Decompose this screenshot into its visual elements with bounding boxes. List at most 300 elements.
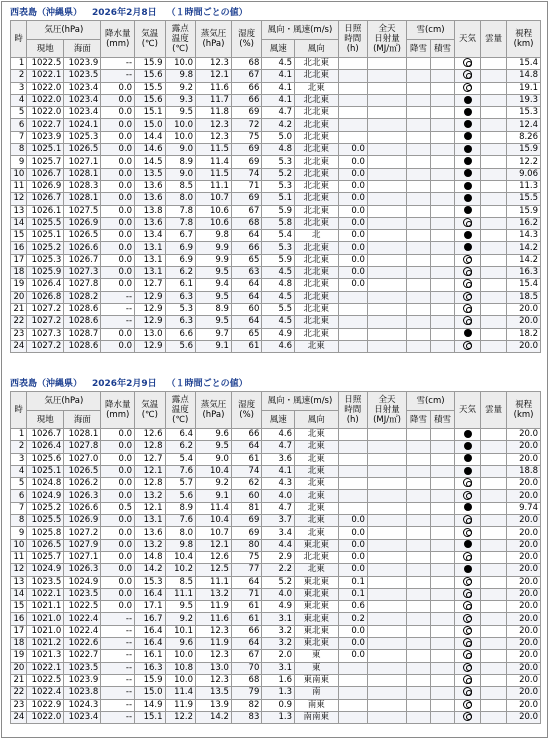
header-wind-speed: 風速 xyxy=(262,40,295,58)
cell-visibility: 20.0 xyxy=(507,303,541,315)
cell-snowdepth xyxy=(431,82,455,94)
table-row xyxy=(11,94,541,106)
cell-snowfall xyxy=(407,564,431,576)
cell-humidity: 64 xyxy=(231,441,261,453)
header-snowdepth: 積雪 xyxy=(431,411,455,429)
cell-snowdepth xyxy=(431,564,455,576)
cell-precip: 0.0 xyxy=(101,180,135,192)
clear-sky-symbol-icon xyxy=(463,292,472,301)
cell-vapor: 13.5 xyxy=(196,687,232,699)
cell-pressure-local: 1026.4 xyxy=(27,441,64,453)
cell-sunshine: 0.0 xyxy=(338,564,367,576)
cell-hour: 13 xyxy=(11,205,27,217)
cell-visibility: 20.0 xyxy=(507,662,541,674)
cell-vapor: 11.7 xyxy=(196,94,232,106)
cell-dewpoint: 8.5 xyxy=(165,576,195,588)
table-row xyxy=(11,217,541,229)
cell-temp: 13.6 xyxy=(135,180,165,192)
cell-cloud xyxy=(481,490,507,502)
cell-cloud xyxy=(481,94,507,106)
cell-pressure-sea: 1022.6 xyxy=(64,638,101,650)
header-hour: 時 xyxy=(11,21,27,58)
cell-temp: 12.7 xyxy=(135,453,165,465)
cell-hour: 9 xyxy=(11,527,27,539)
cell-pressure-sea: 1028.6 xyxy=(64,316,101,328)
cell-visibility: 14.8 xyxy=(507,70,541,82)
rain-symbol-icon xyxy=(464,231,472,239)
cell-snowfall xyxy=(407,94,431,106)
cell-pressure-sea: 1027.8 xyxy=(64,441,101,453)
cell-precip: 0.0 xyxy=(101,242,135,254)
cell-hour: 6 xyxy=(11,490,27,502)
cell-wind-dir: 北北東 xyxy=(295,107,339,119)
cell-pressure-local: 1026.1 xyxy=(27,205,64,217)
cell-wind-dir: 東 xyxy=(295,662,339,674)
section-title xyxy=(10,378,541,391)
cell-precip: 0.0 xyxy=(101,254,135,266)
cell-sunshine xyxy=(338,291,367,303)
cell-wind-dir: 北東 xyxy=(295,429,339,441)
cell-vapor: 11.8 xyxy=(196,107,232,119)
cell-hour: 23 xyxy=(11,699,27,711)
cell-weather xyxy=(454,699,480,711)
cell-snowfall xyxy=(407,58,431,70)
cell-vapor: 12.3 xyxy=(196,625,232,637)
clear-sky-symbol-icon xyxy=(463,316,472,325)
cell-cloud xyxy=(481,465,507,477)
cell-radiation xyxy=(367,478,406,490)
header-wind-dir: 風向 xyxy=(295,40,339,58)
cell-snowfall xyxy=(407,638,431,650)
cell-vapor: 8.9 xyxy=(196,303,232,315)
cell-vapor: 11.4 xyxy=(196,502,232,514)
cell-vapor: 12.3 xyxy=(196,131,232,143)
cell-pressure-sea: 1022.4 xyxy=(64,625,101,637)
cell-visibility: 20.0 xyxy=(507,564,541,576)
cell-pressure-local: 1025.5 xyxy=(27,217,64,229)
cell-vapor: 11.9 xyxy=(196,601,232,613)
cell-humidity: 60 xyxy=(231,303,261,315)
cell-hour: 2 xyxy=(11,70,27,82)
cell-precip: 0.0 xyxy=(101,539,135,551)
cell-visibility: 15.9 xyxy=(507,205,541,217)
cell-weather xyxy=(454,156,480,168)
cell-precip: -- xyxy=(101,316,135,328)
table-row xyxy=(11,291,541,303)
cell-dewpoint: 6.3 xyxy=(165,316,195,328)
cell-weather xyxy=(454,107,480,119)
cell-pressure-local: 1022.4 xyxy=(27,687,64,699)
cell-snowdepth xyxy=(431,254,455,266)
cell-vapor: 13.2 xyxy=(196,588,232,600)
cell-vapor: 10.6 xyxy=(196,205,232,217)
cell-humidity: 63 xyxy=(231,267,261,279)
cell-radiation xyxy=(367,699,406,711)
cell-humidity: 71 xyxy=(231,588,261,600)
cell-temp: 16.4 xyxy=(135,588,165,600)
cell-precip: -- xyxy=(101,699,135,711)
cell-snowdepth xyxy=(431,131,455,143)
cell-pressure-local: 1025.1 xyxy=(27,465,64,477)
cell-weather xyxy=(454,478,480,490)
cell-temp: 12.9 xyxy=(135,303,165,315)
cell-pressure-local: 1025.3 xyxy=(27,254,64,266)
cell-dewpoint: 8.9 xyxy=(165,502,195,514)
cell-pressure-local: 1025.2 xyxy=(27,502,64,514)
cell-snowdepth xyxy=(431,340,455,352)
cell-weather xyxy=(454,490,480,502)
cell-snowdepth xyxy=(431,70,455,82)
cell-sunshine: 0.0 xyxy=(338,539,367,551)
cell-wind-speed: 5.2 xyxy=(262,168,295,180)
cell-humidity: 77 xyxy=(231,564,261,576)
cell-humidity: 61 xyxy=(231,613,261,625)
cell-vapor: 10.7 xyxy=(196,193,232,205)
cell-snowdepth xyxy=(431,539,455,551)
rain-symbol-icon xyxy=(464,120,472,128)
cell-wind-dir: 北東 xyxy=(295,490,339,502)
cell-wind-speed: 3.4 xyxy=(262,527,295,539)
cell-pressure-sea: 1026.9 xyxy=(64,515,101,527)
cell-humidity: 67 xyxy=(231,205,261,217)
cell-wind-speed: 4.0 xyxy=(262,588,295,600)
cell-pressure-local: 1025.6 xyxy=(27,453,64,465)
cell-temp: 16.4 xyxy=(135,625,165,637)
cell-pressure-sea: 1023.5 xyxy=(64,662,101,674)
cell-snowfall xyxy=(407,70,431,82)
cell-dewpoint: 6.7 xyxy=(165,230,195,242)
cell-snowfall xyxy=(407,650,431,662)
table-row xyxy=(11,465,541,477)
cell-visibility: 20.0 xyxy=(507,453,541,465)
cell-pressure-local: 1026.7 xyxy=(27,168,64,180)
cell-sunshine: 0.0 xyxy=(338,168,367,180)
cell-vapor: 11.1 xyxy=(196,180,232,192)
cell-wind-speed: 5.3 xyxy=(262,242,295,254)
cell-pressure-local: 1025.2 xyxy=(27,242,64,254)
cell-snowfall xyxy=(407,465,431,477)
cell-vapor: 9.1 xyxy=(196,490,232,502)
cell-humidity: 68 xyxy=(231,58,261,70)
cell-wind-dir: 南南東 xyxy=(295,711,339,723)
cell-wind-dir: 北東 xyxy=(295,441,339,453)
cell-snowfall xyxy=(407,180,431,192)
cell-snowdepth xyxy=(431,478,455,490)
cell-pressure-sea: 1027.3 xyxy=(64,267,101,279)
cell-snowdepth xyxy=(431,613,455,625)
cell-radiation xyxy=(367,107,406,119)
section-title-note: （１時間ごとの値） xyxy=(166,379,248,389)
cell-visibility: 15.9 xyxy=(507,144,541,156)
cell-hour: 1 xyxy=(11,58,27,70)
cell-dewpoint: 10.1 xyxy=(165,625,195,637)
cell-visibility: 12.4 xyxy=(507,119,541,131)
cell-wind-speed: 1.3 xyxy=(262,711,295,723)
cell-snowfall xyxy=(407,131,431,143)
cell-pressure-sea: 1026.5 xyxy=(64,230,101,242)
clear-sky-symbol-icon xyxy=(463,638,472,647)
header-pressure: 気圧(hPa) xyxy=(27,392,101,411)
cell-visibility: 12.2 xyxy=(507,156,541,168)
header-wind: 風向・風速(m/s) xyxy=(262,21,338,40)
cell-weather xyxy=(454,230,480,242)
cell-cloud xyxy=(481,502,507,514)
cell-hour: 11 xyxy=(11,180,27,192)
cell-wind-speed: 2.9 xyxy=(262,551,295,563)
cell-cloud xyxy=(481,650,507,662)
cell-sunshine xyxy=(338,94,367,106)
cell-hour: 3 xyxy=(11,453,27,465)
cell-temp: 13.2 xyxy=(135,539,165,551)
cell-hour: 8 xyxy=(11,144,27,156)
cell-hour: 5 xyxy=(11,478,27,490)
cell-dewpoint: 5.7 xyxy=(165,478,195,490)
cell-vapor: 12.5 xyxy=(196,564,232,576)
cell-vapor: 9.5 xyxy=(196,441,232,453)
cell-precip: 0.0 xyxy=(101,267,135,279)
cell-humidity: 69 xyxy=(231,193,261,205)
cell-cloud xyxy=(481,180,507,192)
cell-weather xyxy=(454,205,480,217)
cell-pressure-local: 1022.0 xyxy=(27,82,64,94)
cell-wind-speed: 4.1 xyxy=(262,70,295,82)
table-row xyxy=(11,674,541,686)
clear-sky-symbol-icon xyxy=(463,83,472,92)
cell-weather xyxy=(454,576,480,588)
cell-hour: 10 xyxy=(11,539,27,551)
rain-symbol-icon xyxy=(464,182,472,190)
header-pressure-sea: 海面 xyxy=(64,411,101,429)
cell-precip: 0.0 xyxy=(101,551,135,563)
cell-snowdepth xyxy=(431,94,455,106)
cell-weather xyxy=(454,551,480,563)
cell-humidity: 75 xyxy=(231,131,261,143)
cell-humidity: 64 xyxy=(231,638,261,650)
cell-sunshine xyxy=(338,711,367,723)
cell-sunshine: 0.0 xyxy=(338,527,367,539)
cell-pressure-local: 1021.2 xyxy=(27,638,64,650)
cell-pressure-sea: 1028.2 xyxy=(64,291,101,303)
cell-wind-dir: 南 xyxy=(295,687,339,699)
cell-snowfall xyxy=(407,303,431,315)
cell-wind-speed: 2.0 xyxy=(262,650,295,662)
table-row xyxy=(11,205,541,217)
cell-vapor: 11.1 xyxy=(196,576,232,588)
cell-wind-dir: 北東 xyxy=(295,515,339,527)
cell-snowdepth xyxy=(431,168,455,180)
cell-dewpoint: 6.1 xyxy=(165,279,195,291)
cell-weather xyxy=(454,429,480,441)
cell-pressure-sea: 1027.2 xyxy=(64,527,101,539)
clear-sky-symbol-icon xyxy=(463,341,472,350)
cell-humidity: 80 xyxy=(231,539,261,551)
header-pressure-local: 現地 xyxy=(27,40,64,58)
cell-pressure-local: 1022.5 xyxy=(27,674,64,686)
cell-snowdepth xyxy=(431,625,455,637)
cell-visibility: 15.3 xyxy=(507,107,541,119)
cell-snowdepth xyxy=(431,242,455,254)
table-row xyxy=(11,515,541,527)
cell-weather xyxy=(454,119,480,131)
cell-snowfall xyxy=(407,453,431,465)
cell-precip: 0.0 xyxy=(101,465,135,477)
cell-visibility: 20.0 xyxy=(507,539,541,551)
cell-sunshine xyxy=(338,674,367,686)
cell-weather xyxy=(454,303,480,315)
cell-vapor: 12.3 xyxy=(196,650,232,662)
cell-humidity: 69 xyxy=(231,107,261,119)
cell-wind-speed: 4.0 xyxy=(262,490,295,502)
cell-wind-speed: 3.1 xyxy=(262,613,295,625)
cell-weather xyxy=(454,674,480,686)
cell-temp: 13.6 xyxy=(135,193,165,205)
cell-hour: 24 xyxy=(11,711,27,723)
cell-humidity: 61 xyxy=(231,453,261,465)
rain-symbol-icon xyxy=(464,169,472,177)
header-vapor: 蒸気圧 (hPa) xyxy=(196,21,232,58)
cell-temp: 13.2 xyxy=(135,490,165,502)
cell-dewpoint: 8.5 xyxy=(165,180,195,192)
cell-radiation xyxy=(367,490,406,502)
cell-weather xyxy=(454,58,480,70)
cell-weather xyxy=(454,340,480,352)
cell-weather xyxy=(454,94,480,106)
cell-sunshine: 0.0 xyxy=(338,254,367,266)
cell-visibility: 20.0 xyxy=(507,650,541,662)
cell-wind-speed: 5.4 xyxy=(262,230,295,242)
cell-hour: 2 xyxy=(11,441,27,453)
cell-humidity: 67 xyxy=(231,650,261,662)
cell-sunshine: 0.2 xyxy=(338,613,367,625)
cell-precip: 0.0 xyxy=(101,205,135,217)
cell-sunshine xyxy=(338,490,367,502)
cell-temp: 14.4 xyxy=(135,131,165,143)
cell-snowdepth xyxy=(431,551,455,563)
cell-humidity: 64 xyxy=(231,230,261,242)
cell-visibility: 15.5 xyxy=(507,193,541,205)
cell-wind-dir: 北北東 xyxy=(295,156,339,168)
cell-radiation xyxy=(367,328,406,340)
cell-wind-dir: 南東 xyxy=(295,699,339,711)
cell-pressure-local: 1021.1 xyxy=(27,601,64,613)
cell-humidity: 64 xyxy=(231,291,261,303)
cell-precip: 0.0 xyxy=(101,193,135,205)
cell-temp: 13.1 xyxy=(135,267,165,279)
cell-precip: 0.0 xyxy=(101,156,135,168)
cell-visibility: 20.0 xyxy=(507,478,541,490)
cell-snowdepth xyxy=(431,601,455,613)
cell-vapor: 9.4 xyxy=(196,279,232,291)
cell-wind-speed: 4.7 xyxy=(262,441,295,453)
cell-wind-dir: 北北東 xyxy=(295,180,339,192)
rain-symbol-icon xyxy=(464,329,472,337)
cell-pressure-local: 1025.5 xyxy=(27,515,64,527)
cell-sunshine xyxy=(338,687,367,699)
cell-snowdepth xyxy=(431,465,455,477)
cell-weather xyxy=(454,539,480,551)
cell-wind-speed: 5.3 xyxy=(262,156,295,168)
cell-wind-dir: 北東 xyxy=(295,564,339,576)
cell-hour: 14 xyxy=(11,217,27,229)
cell-temp: 14.6 xyxy=(135,144,165,156)
cell-dewpoint: 11.1 xyxy=(165,588,195,600)
cell-radiation xyxy=(367,131,406,143)
cell-temp: 13.6 xyxy=(135,527,165,539)
cell-humidity: 83 xyxy=(231,711,261,723)
cell-snowdepth xyxy=(431,279,455,291)
cell-pressure-local: 1025.8 xyxy=(27,527,64,539)
cell-precip: -- xyxy=(101,711,135,723)
cell-dewpoint: 5.3 xyxy=(165,303,195,315)
cell-wind-speed: 4.1 xyxy=(262,465,295,477)
cell-vapor: 12.3 xyxy=(196,119,232,131)
cell-pressure-sea: 1024.1 xyxy=(64,119,101,131)
table-row xyxy=(11,588,541,600)
cell-snowdepth xyxy=(431,107,455,119)
cell-wind-dir: 東 xyxy=(295,650,339,662)
hourly-weather-table xyxy=(10,391,541,724)
clear-sky-symbol-icon xyxy=(463,491,472,500)
header-humidity: 湿度 (%) xyxy=(231,392,261,429)
header-snowdepth: 積雪 xyxy=(431,40,455,58)
cell-wind-dir: 北東 xyxy=(295,527,339,539)
cell-pressure-sea: 1026.9 xyxy=(64,217,101,229)
cell-temp: 12.1 xyxy=(135,465,165,477)
cell-snowdepth xyxy=(431,588,455,600)
cell-wind-speed: 4.9 xyxy=(262,328,295,340)
cell-wind-speed: 0.9 xyxy=(262,699,295,711)
cell-dewpoint: 6.2 xyxy=(165,441,195,453)
cell-visibility: 20.0 xyxy=(507,429,541,441)
rain-symbol-icon xyxy=(464,467,472,475)
cell-precip: 0.0 xyxy=(101,131,135,143)
table-row xyxy=(11,478,541,490)
cell-radiation xyxy=(367,613,406,625)
cell-wind-dir: 北北東 xyxy=(295,131,339,143)
cell-wind-speed: 4.7 xyxy=(262,502,295,514)
cell-snowdepth xyxy=(431,638,455,650)
header-wind-speed: 風速 xyxy=(262,411,295,429)
cell-wind-dir: 北北東 xyxy=(295,551,339,563)
cell-precip: -- xyxy=(101,687,135,699)
cell-cloud xyxy=(481,193,507,205)
cell-radiation xyxy=(367,576,406,588)
cell-visibility: 20.0 xyxy=(507,711,541,723)
cell-dewpoint: 5.6 xyxy=(165,340,195,352)
cell-temp: 13.4 xyxy=(135,230,165,242)
cell-hour: 8 xyxy=(11,515,27,527)
cell-hour: 18 xyxy=(11,267,27,279)
cell-wind-speed: 4.2 xyxy=(262,119,295,131)
cell-weather xyxy=(454,328,480,340)
cell-precip: -- xyxy=(101,613,135,625)
clear-sky-symbol-icon xyxy=(463,663,472,672)
cell-vapor: 11.5 xyxy=(196,168,232,180)
cell-wind-speed: 1.3 xyxy=(262,687,295,699)
cell-snowdepth xyxy=(431,650,455,662)
cell-dewpoint: 6.2 xyxy=(165,267,195,279)
cell-dewpoint: 6.4 xyxy=(165,429,195,441)
cell-visibility: 18.2 xyxy=(507,328,541,340)
cell-temp: 15.0 xyxy=(135,687,165,699)
cell-vapor: 9.5 xyxy=(196,291,232,303)
cell-precip: -- xyxy=(101,303,135,315)
cell-hour: 1 xyxy=(11,429,27,441)
cell-pressure-local: 1025.1 xyxy=(27,144,64,156)
cell-weather xyxy=(454,441,480,453)
table-row xyxy=(11,662,541,674)
cell-pressure-local: 1022.1 xyxy=(27,70,64,82)
